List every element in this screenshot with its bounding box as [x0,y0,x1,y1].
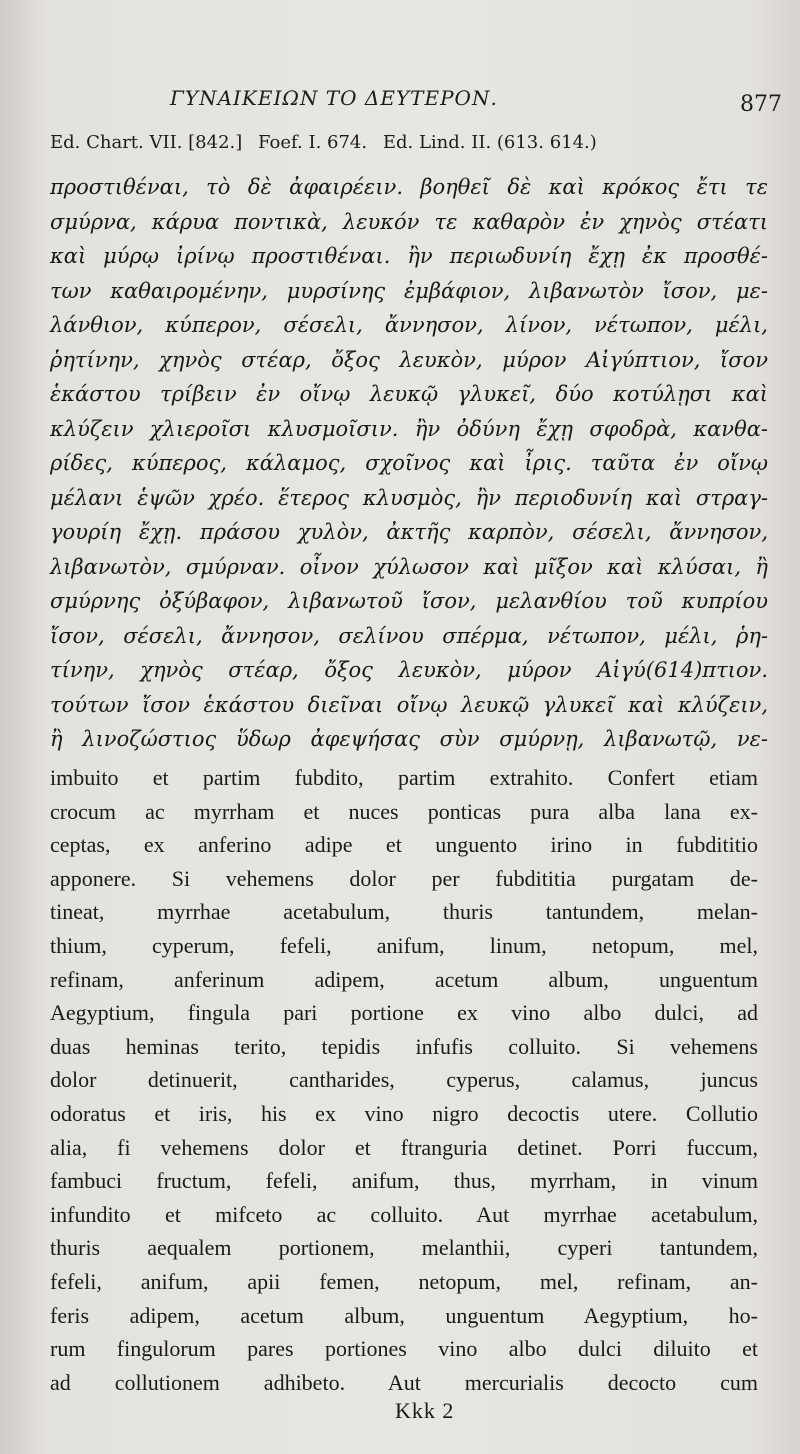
greek-line: κλύζειν χλιεροῖσι κλυσμοῖσιν. ἢν ὀδύνη ἔχῃ σφοδρὰ, κανθα- [50,416,768,441]
latin-line: alia, fi vehemens dolor et ftranguria detinet. Porri fuccum, [50,1134,758,1160]
greek-line: λάνθιον, κύπερον, σέσελι, ἄννησον, λίνον, νέτωπον, μέλι, [50,313,768,337]
edition-reference-chart: Ed. Chart. VII. [842.] [50,132,243,153]
greek-line: γουρίη ἔχῃ. πράσου χυλὸν, ἀκτῆς καρπὸν, σέσελι, ἄννησον, [50,520,768,544]
latin-line: dolor detinuerit, cantharides, cyperus, calamus, juncus [50,1067,758,1093]
latin-line: apponere. Si vehemens dolor per fubdititia purgatam de- [50,865,758,891]
greek-line: μέλανι ἑψῶν χρέο. ἕτερος κλυσμὸς, ἢν περιοδυνίη καὶ στραγ- [50,485,768,510]
latin-line: odoratus et iris, his ex vino nigro decoctis utere. Collutio [50,1100,758,1126]
running-title: ΓΥΝΑΙΚΕΙΩΝ ΤΟ ΔΕΥΤΕΡΟΝ. [170,86,498,110]
greek-line: τίνην, χηνὸς στέαρ, ὄξος λευκὸν, μύρον Αἰγύ(614)πτιον. [50,658,768,682]
greek-line: λιβανωτὸν, σμύρναν. οἶνον χύλωσον καὶ μῖξον καὶ κλύσαι, ἢ [50,554,768,579]
latin-line: tineat, myrrhae acetabulum, thuris tantundem, melan- [50,899,758,925]
greek-line: τούτων ἴσον ἑκάστου διεῖναι οἴνῳ λευκῷ γλυκεῖ καὶ κλύζειν, [50,692,768,717]
latin-line: fambuci fructum, fefeli, anifum, thus, myrrham, in vinum [50,1168,758,1194]
latin-line: ceptas, ex anferino adipe et unguento irino in fubdititio [50,832,758,858]
greek-line: ῥητίνην, χηνὸς στέαρ, ὄξος λευκὸν, μύρον Αἰγύπτιον, ἴσον [50,347,768,372]
latin-text-block [50,761,758,1399]
latin-line: refinam, anferinum adipem, acetum album, unguentum [50,966,758,992]
latin-line: fefeli, anifum, apii femen, netopum, mel, refinam, an- [50,1268,758,1294]
greek-line: ρίδες, κύπερος, κάλαμος, σχοῖνος καὶ ἶρις. ταῦτα ἐν οἴνῳ [50,451,768,475]
greek-line: προστιθέναι, τὸ δὲ ἀφαιρέειν. βοηθεῖ δὲ καὶ κρόκος ἔτι τε [50,175,768,199]
edition-reference-lind: Ed. Lind. II. (613. 614.) [382,132,597,153]
greek-line: ἢ λινοζώστιος ὕδωρ ἀφεψήσας σὺν σμύρνῃ, λιβανωτῷ, νε- [50,727,768,751]
signature-mark: Kkk 2 [395,1398,455,1423]
edition-references [50,132,780,153]
page-number: 877 [740,92,782,117]
latin-line: duas heminas terito, tepidis infufis colluito. Si vehemens [50,1033,758,1059]
latin-line: thium, cyperum, fefeli, anifum, linum, netopum, mel, [50,932,758,958]
edition-reference-foesius: Foef. I. 674. [258,132,368,153]
latin-line: Aegyptium, fingula pari portione ex vino albo dulci, ad [50,1000,758,1026]
latin-line: ad collutionem adhibeto. Aut mercurialis decocto cum [50,1369,758,1395]
greek-line: καὶ μύρῳ ἰρίνῳ προστιθέναι. ἢν περιωδυνίη ἔχῃ ἐκ προσθέ- [50,244,768,268]
latin-line: rum fingulorum pares portiones vino albo dulci diluito et [50,1336,758,1362]
greek-line: σμύρνα, κάρυα ποντικὰ, λευκόν τε καθαρὸν ἐν χηνὸς στέατι [50,209,768,234]
latin-line: thuris aequalem portionem, melanthii, cyperi tantundem, [50,1235,758,1261]
greek-text-block [50,170,768,757]
latin-line: crocum ac myrrham et nuces ponticas pura alba lana ex- [50,798,758,824]
greek-line: ἑκάστου τρίβειν ἐν οἴνῳ λευκῷ γλυκεῖ, δύο κοτύλῃσι καὶ [50,382,768,406]
greek-line: σμύρνης ὀξύβαφον, λιβανωτοῦ ἴσον, μελανθίου τοῦ κυπρίου [50,589,768,613]
greek-line: ἴσον, σέσελι, ἄννησον, σελίνου σπέρμα, νέτωπον, μέλι, ῥη- [50,623,768,648]
latin-line: feris adipem, acetum album, unguentum Aegyptium, ho- [50,1302,758,1328]
greek-line: των καθαιρομένην, μυρσίνης ἐμβάφιον, λιβανωτὸν ἴσον, με- [50,278,768,303]
latin-line: infundito et mifceto ac colluito. Aut myrrhae acetabulum, [50,1201,758,1227]
latin-line: imbuito et partim fubdito, partim extrahito. Confert etiam [50,765,758,790]
